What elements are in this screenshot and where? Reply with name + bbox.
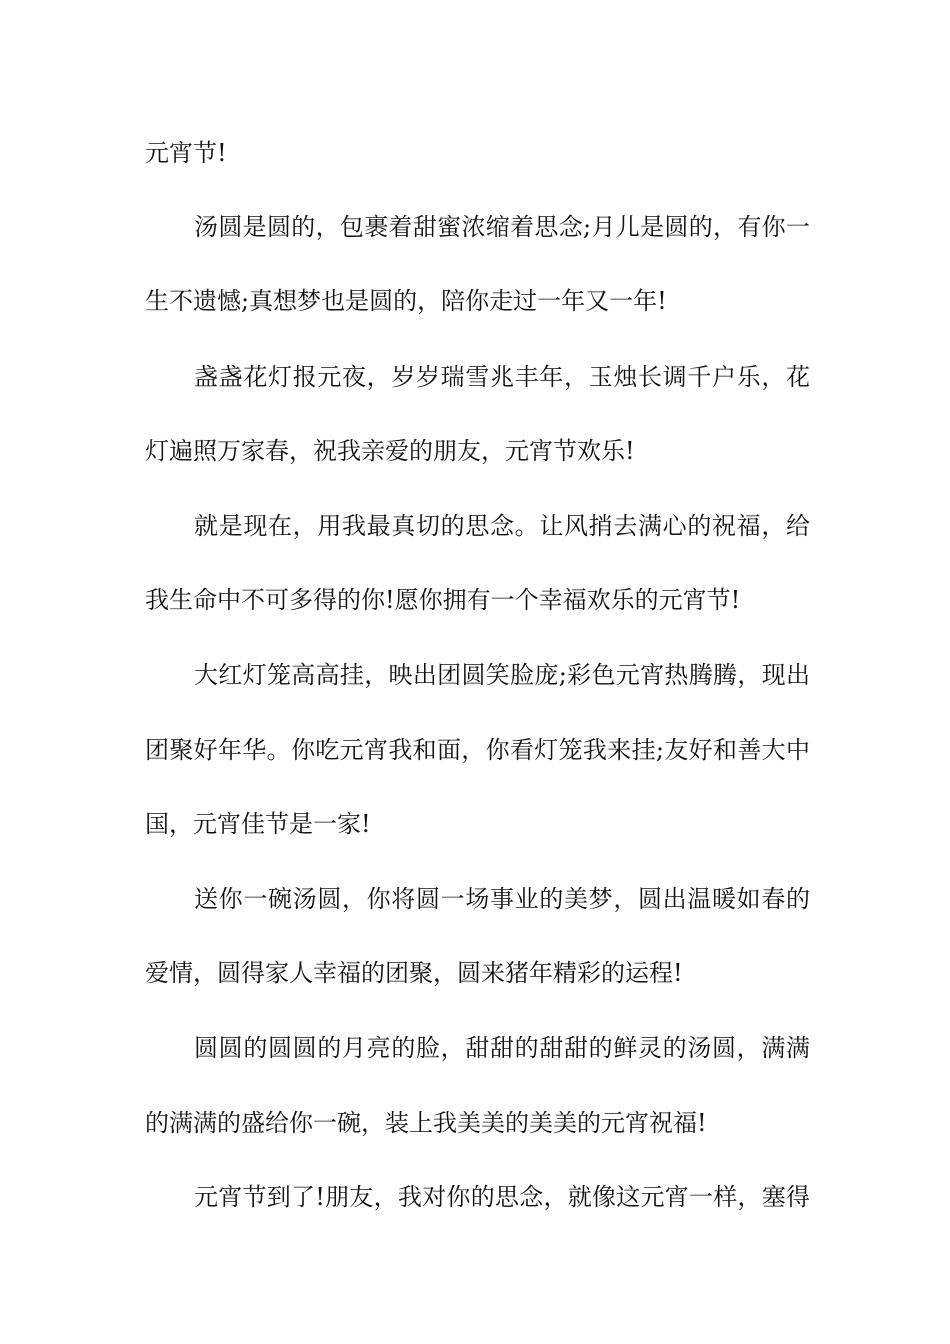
text-line: 爱情，圆得家人幸福的团聚，圆来猪年精彩的运程! [145, 959, 683, 987]
paragraph-line-first: 大红灯笼高高挂，映出团圆笑脸庞;彩色元宵热腾腾，现出 [194, 661, 810, 689]
paragraph-line-first: 汤圆是圆的，包裹着甜蜜浓缩着思念;月儿是圆的，有你一 [194, 213, 810, 241]
paragraph-line-first: 就是现在，用我最真切的思念。让风捎去满心的祝福，给 [194, 512, 810, 540]
text-line: 团聚好年华。你吃元宵我和面，你看灯笼我来挂;友好和善大中 [145, 736, 810, 764]
text-line: 我生命中不可多得的你!愿你拥有一个幸福欢乐的元宵节! [145, 586, 741, 614]
paragraph-line-first: 送你一碗汤圆，你将圆一场事业的美梦，圆出温暖如春的 [194, 885, 810, 913]
paragraph-line-first: 圆圆的圆圆的月亮的脸，甜甜的甜甜的鲜灵的汤圆，满满 [194, 1034, 810, 1062]
text-line: 国，元宵佳节是一家! [145, 810, 371, 838]
paragraph-line-first: 元宵节到了!朋友，我对你的思念，就像这元宵一样，塞得 [194, 1183, 810, 1211]
text-line: 元宵节! [145, 139, 227, 167]
text-line: 生不遗憾;真想梦也是圆的，陪你走过一年又一年! [145, 287, 667, 315]
paragraph-line-first: 盏盏花灯报元夜，岁岁瑞雪兆丰年，玉烛长调千户乐，花 [194, 363, 810, 391]
text-line: 灯遍照万家春，祝我亲爱的朋友，元宵节欢乐! [145, 437, 635, 465]
text-line: 的满满的盛给你一碗，装上我美美的美美的元宵祝福! [145, 1109, 707, 1137]
